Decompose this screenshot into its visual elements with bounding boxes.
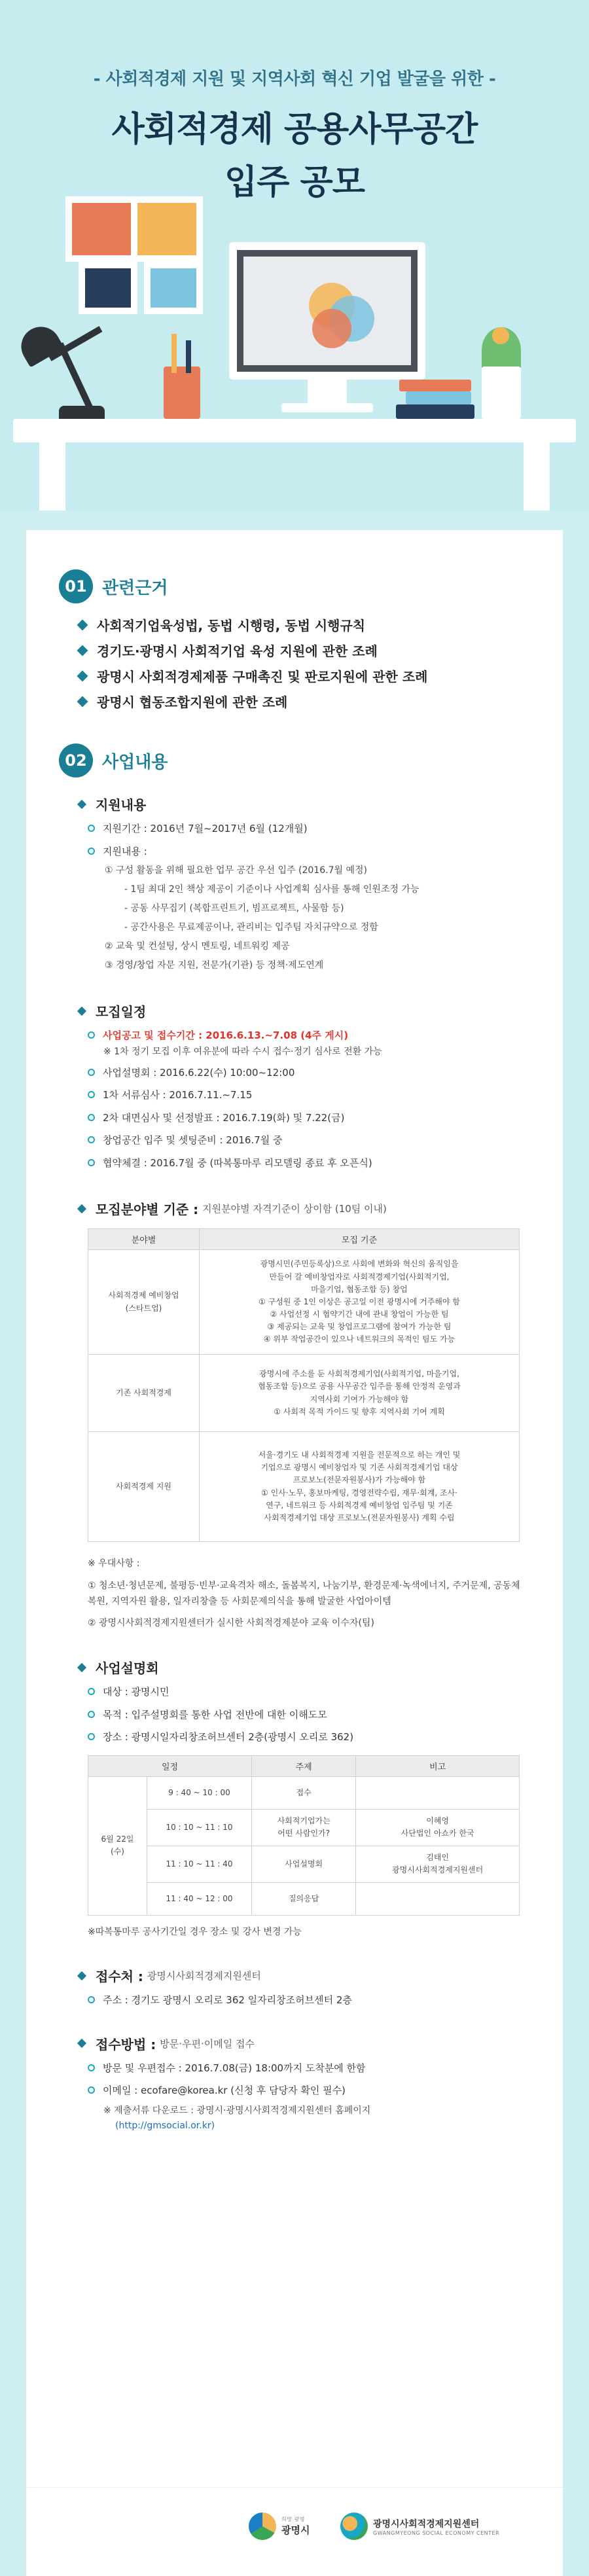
monitor-base (281, 403, 373, 412)
list-item: 장소 : 광명시일자리창조허브센터 2층(광명시 오리로 362) (88, 1730, 530, 1745)
table-cell: 접수 (252, 1776, 356, 1809)
schedule-header: 모집일정 (79, 1001, 530, 1020)
diamond-bullet-icon (77, 645, 88, 656)
logo-english-text: GWANGMYEONG SOCIAL ECONOMY CENTER (373, 2530, 500, 2536)
center-emblem-icon (340, 2513, 368, 2540)
desk-leg-right (524, 442, 550, 510)
support-line: ① 구성 활동을 위해 필요한 업무 공간 우선 입주 (2016.7월 예정) (105, 865, 367, 876)
list-item: 창업공간 입주 및 셋팅준비 : 2016.7월 중 (88, 1133, 530, 1148)
table-row (88, 1776, 520, 1809)
table-row (88, 1846, 520, 1882)
ring-bullet-icon (88, 1091, 95, 1098)
ring-bullet-icon (88, 1688, 95, 1695)
book (399, 380, 471, 391)
footer (26, 2487, 563, 2576)
table-cell: 사회적경제 지원 (88, 1432, 200, 1542)
briefing-header: 사업설명회 (79, 1658, 530, 1677)
list-item: 대상 : 광명시민 (88, 1685, 530, 1700)
download-note: ※ 제출서류 다운로드 : 광명시·광명시사회적경제지원센터 홈페이지 (103, 2105, 371, 2116)
list-item: 경기도·광명시 사회적기업 육성 지원에 관한 조례 (79, 641, 530, 660)
support-line: ② 교육 및 컨설팅, 상시 멘토링, 네트워킹 제공 (105, 941, 290, 952)
logo-small-text: 희망 광명 (281, 2516, 305, 2522)
table-cell: 이혜영 사단법인 아쇼카 한국 (356, 1809, 520, 1846)
table-header: 일정 (88, 1755, 252, 1776)
plant-pot (482, 367, 521, 419)
table-header: 분야별 (88, 1229, 200, 1250)
list-item: 협약체결 : 2016.7월 중 (따복통마루 리모델링 종료 후 오픈식) (88, 1156, 530, 1171)
ring-bullet-icon (88, 825, 95, 832)
support-line: - 1팀 최대 2인 책상 제공이 기준이나 사업계획 심사를 통해 인원조정 가능 (124, 884, 419, 895)
table-cell: 질의응답 (252, 1882, 356, 1915)
list-item: 지원기간 : 2016년 7월~2017년 6월 (12개월) (88, 821, 530, 836)
target-table (88, 1228, 520, 1542)
list-item: 지원내용 : (88, 844, 530, 859)
table-header-row (88, 1229, 520, 1250)
pen-cup (164, 367, 200, 419)
social-economy-center-logo (340, 2513, 499, 2540)
list-item: 광명시 사회적경제제품 구매촉진 및 판로지원에 관한 조례 (79, 666, 530, 685)
diamond-bullet-icon (77, 799, 86, 808)
diamond-bullet-icon (77, 1204, 86, 1213)
table-cell: 기존 사회적경제 (88, 1355, 200, 1432)
table-cell: 김태인 광명시사회적경제지원센터 (356, 1846, 520, 1882)
table-cell (356, 1882, 520, 1915)
preference-title: ※ 우대사항 : (88, 1558, 140, 1569)
table-row (88, 1250, 520, 1355)
pencil (171, 334, 177, 373)
ring-bullet-icon (88, 1996, 95, 2003)
ring-bullet-icon (88, 1031, 95, 1039)
table-header-row (88, 1755, 520, 1776)
book (396, 404, 474, 419)
briefing-table (88, 1755, 520, 1916)
ring-bullet-icon (88, 1114, 95, 1121)
logo-text: 광명시 (281, 2524, 310, 2536)
table-header: 비고 (356, 1755, 520, 1776)
schedule-note: ※ 1차 정기 모집 이후 여유분에 따라 수시 접수·정기 심사로 전환 가능 (103, 1046, 382, 1057)
screen-circle-red (312, 309, 351, 348)
table-cell-date: 6월 22일 (수) (88, 1776, 147, 1915)
ring-bullet-icon (88, 1733, 95, 1740)
table-cell: 사회적기업가는 어떤 사람인가? (252, 1809, 356, 1846)
diamond-bullet-icon (77, 1971, 86, 1980)
wall-frame-orange (131, 196, 203, 262)
table-cell: 사업설명회 (252, 1846, 356, 1882)
table-cell: 서울·경기도 내 사회적경제 지원을 전문적으로 하는 개인 및 기업으로 광명시 예비창업자 및 기존 사회적경제기업 대상 프로보노(전문자원봉사)가 가능해야 함 ① 인사·노무, 홍보마케팅, 경영전략수립, 재무·회계, 조사· 연구, 네트워크 등 사회적경제 예비창업 입주팀 및 기존 사회적경제기업 대상 프로보노(전문자원봉사) 계획 수립 (200, 1432, 520, 1542)
diamond-bullet-icon (77, 1006, 86, 1015)
gwangmyeong-city-logo (249, 2513, 310, 2540)
ring-bullet-icon (88, 848, 95, 855)
table-row (88, 1355, 520, 1432)
table-cell: 11 : 40 ~ 12 : 00 (147, 1882, 252, 1915)
wall-frame-navy (79, 262, 137, 314)
ring-bullet-icon (88, 2086, 95, 2094)
section-number: 02 (59, 743, 93, 778)
table-cell: 11 : 10 ~ 11 : 40 (147, 1846, 252, 1882)
support-line: ③ 경영/창업 자문 지원, 전문가(기관) 등 정책·제도연계 (105, 960, 324, 971)
ring-bullet-icon (88, 1136, 95, 1143)
section-business-header (59, 743, 530, 778)
pencil (186, 340, 191, 373)
wall-frame-left (65, 196, 137, 262)
ring-bullet-icon (88, 1711, 95, 1718)
ring-bullet-icon (88, 1159, 95, 1166)
monitor-screen (243, 257, 411, 365)
preference-item: ② 광명시사회적경제지원센터가 실시한 사회적경제분야 교육 이수자(팀) (88, 1618, 374, 1629)
table-cell: 10 : 10 ~ 11 : 10 (147, 1809, 252, 1846)
desk (13, 419, 576, 442)
ring-bullet-icon (88, 2064, 95, 2071)
list-item: 광명시 협동조합지원에 관한 조례 (79, 692, 530, 711)
monitor-stand (308, 380, 347, 406)
table-row (88, 1432, 520, 1542)
hero-subtitle: - 사회적경제 지원 및 지역사회 혁신 기업 발굴을 위한 - (93, 69, 496, 89)
section-title: 사업내용 (102, 752, 168, 772)
flower (492, 327, 509, 344)
method-header: 접수방법 : 방문·우편·이메일 접수 (79, 2034, 530, 2053)
support-header: 지원내용 (79, 795, 530, 814)
table-cell: 광명시민(주민등록상)으로 사회에 변화와 혁신의 움직임을 만들어 갈 예비창업자로 사회적경제기업(사회적기업, 마을기업, 협동조합 등) 창업 ① 구성원 중 1인 이상은 공고일 이전 광명시에 거주해야 함 ② 사업선정 시 협약기간 내에 관내 창업이 가능한 팀 ③ 제공되는 교육 및 창업프로그램에 참여가 가능한 팀 ④ 위부 작업공간이 있으나 네트워크의 목적인 팀도 가능 (200, 1250, 520, 1355)
lamp-base (59, 406, 105, 420)
table-row (88, 1809, 520, 1846)
table-row (88, 1882, 520, 1915)
legal-basis-list (79, 615, 530, 711)
desk-leg-left (39, 442, 65, 510)
content-card (26, 530, 563, 2487)
list-item: 방문 및 우편접수 : 2016.7.08(금) 18:00까지 도착분에 한함 (88, 2061, 530, 2076)
city-emblem-icon (249, 2513, 276, 2540)
list-item: 2차 대면심사 및 선정발표 : 2016.7.19(화) 및 7.22(금) (88, 1111, 530, 1126)
list-item: 목적 : 입주설명회를 통한 사업 전반에 대한 이해도모 (88, 1708, 530, 1723)
office-header: 접수처 : 광명시사회적경제지원센터 (79, 1966, 530, 1985)
table-cell: 사회적경제 예비창업 (스타트업) (88, 1250, 200, 1355)
briefing-footnote: ※따복통마루 공사기간일 경우 장소 및 강사 변경 가능 (88, 1926, 302, 1937)
table-cell: 9 : 40 ~ 10 : 00 (147, 1776, 252, 1809)
homepage-link[interactable]: (http://gmsocial.or.kr) (115, 2120, 215, 2131)
support-line: - 공간사용은 무료제공이나, 관리비는 입주팀 자치규약으로 정함 (124, 922, 378, 933)
list-item: 이메일 : ecofare@korea.kr (신청 후 담당자 확인 필수) (88, 2083, 530, 2098)
hero-title-line2: 입주 공모 (224, 163, 365, 202)
hero-title-line1: 사회적경제 공용사무공간 (111, 110, 478, 149)
logo-text: 광명시사회적경제지원센터 (373, 2518, 480, 2530)
diamond-bullet-icon (77, 696, 88, 707)
list-item: 1차 서류심사 : 2016.7.11.~7.15 (88, 1088, 530, 1103)
hero-banner (0, 0, 589, 510)
book (406, 391, 471, 404)
table-cell: 광명시에 주소를 둔 사회적경제기업(사회적기업, 마을기업, 협동조합 등)으로 공용 사무공간 입주를 통해 안정적 운영과 지역사회 기여가 가능해야 함 ① 사회적 목적 가이드 및 향후 지역사회 기여 계획 (200, 1355, 520, 1432)
ring-bullet-icon (88, 1069, 95, 1076)
table-header: 모집 기준 (200, 1229, 520, 1250)
list-item: 사회적기업육성법, 동법 시행령, 동법 시행규칙 (79, 615, 530, 634)
diamond-bullet-icon (77, 2039, 86, 2048)
support-line: - 공동 사무집기 (복합프린트기, 빔프로젝트, 사물함 등) (124, 903, 344, 914)
monitor (229, 242, 425, 380)
section-number: 01 (59, 569, 93, 603)
target-header: 모집분야별 기준 : 지원분야별 자격기준이 상이함 (10팀 이내) (79, 1199, 530, 1218)
table-header: 주제 (252, 1755, 356, 1776)
diamond-bullet-icon (77, 1663, 86, 1672)
section-title: 관련근거 (102, 578, 168, 598)
list-item: 주소 : 경기도 광명시 오리로 362 일자리창조허브센터 2층 (88, 1993, 530, 2008)
table-cell (356, 1776, 520, 1809)
diamond-bullet-icon (77, 670, 88, 681)
diamond-bullet-icon (77, 619, 88, 630)
wall-frame-blue (144, 262, 203, 314)
preference-item: ① 청소년·청년문제, 불평등·빈부·교육격차 해소, 돌봄복지, 나눔기부, 환경문제·녹색에너지, 주거문제, 공동체 복원, 지역자원 활용, 일자리창출 등 사회문제의식을 통해 발굴한 사업아이템 (88, 1580, 520, 1607)
lamp-head (14, 319, 65, 367)
list-item: 사업공고 및 접수기간 : 2016.6.13.~7.08 (4주 게시) (88, 1028, 530, 1043)
section-legal-basis-header (59, 569, 530, 603)
list-item: 사업설명회 : 2016.6.22(수) 10:00~12:00 (88, 1065, 530, 1081)
